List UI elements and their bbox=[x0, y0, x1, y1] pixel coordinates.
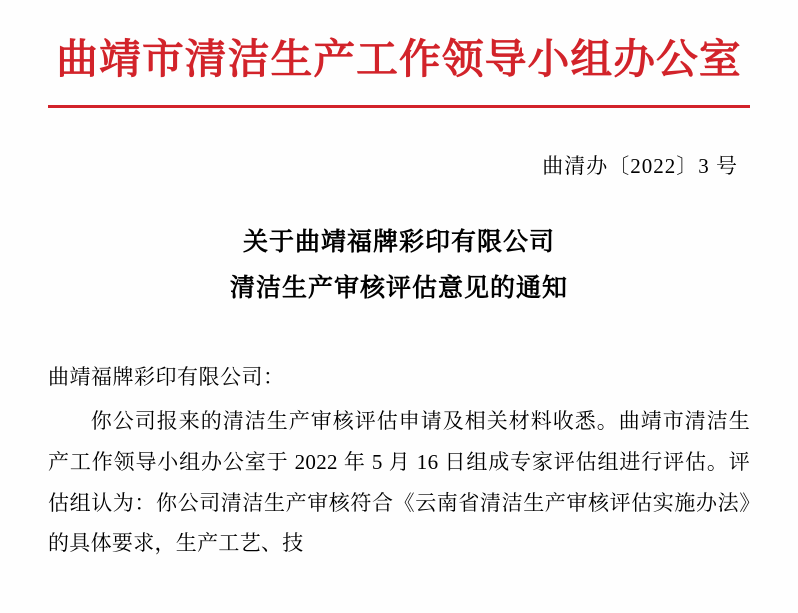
document-title-line-2: 清洁生产审核评估意见的通知 bbox=[229, 275, 568, 303]
document-title bbox=[48, 220, 750, 313]
recipient-line: 曲靖福牌彩印有限公司： bbox=[48, 364, 285, 389]
body-paragraph bbox=[48, 401, 750, 565]
masthead bbox=[48, 0, 750, 108]
document-title-line-1: 关于曲靖福牌彩印有限公司 bbox=[242, 229, 555, 257]
masthead-title: 曲靖市清洁生产工作领导小组办公室 bbox=[56, 36, 742, 82]
document-number: 曲清办〔2022〕3 号 bbox=[542, 154, 738, 179]
masthead-divider bbox=[48, 105, 750, 108]
body-paragraph-text: 你公司报来的清洁生产审核评估申请及相关材料收悉。曲靖市清洁生产工作领导小组办公室于 2022 年 5 月 16 日组成专家评估组进行评估。评估组认为：你公司清洁生产审核符合《云南省清洁生产审核评估实施办法》的具体要求，生产工艺、技 bbox=[48, 408, 750, 556]
